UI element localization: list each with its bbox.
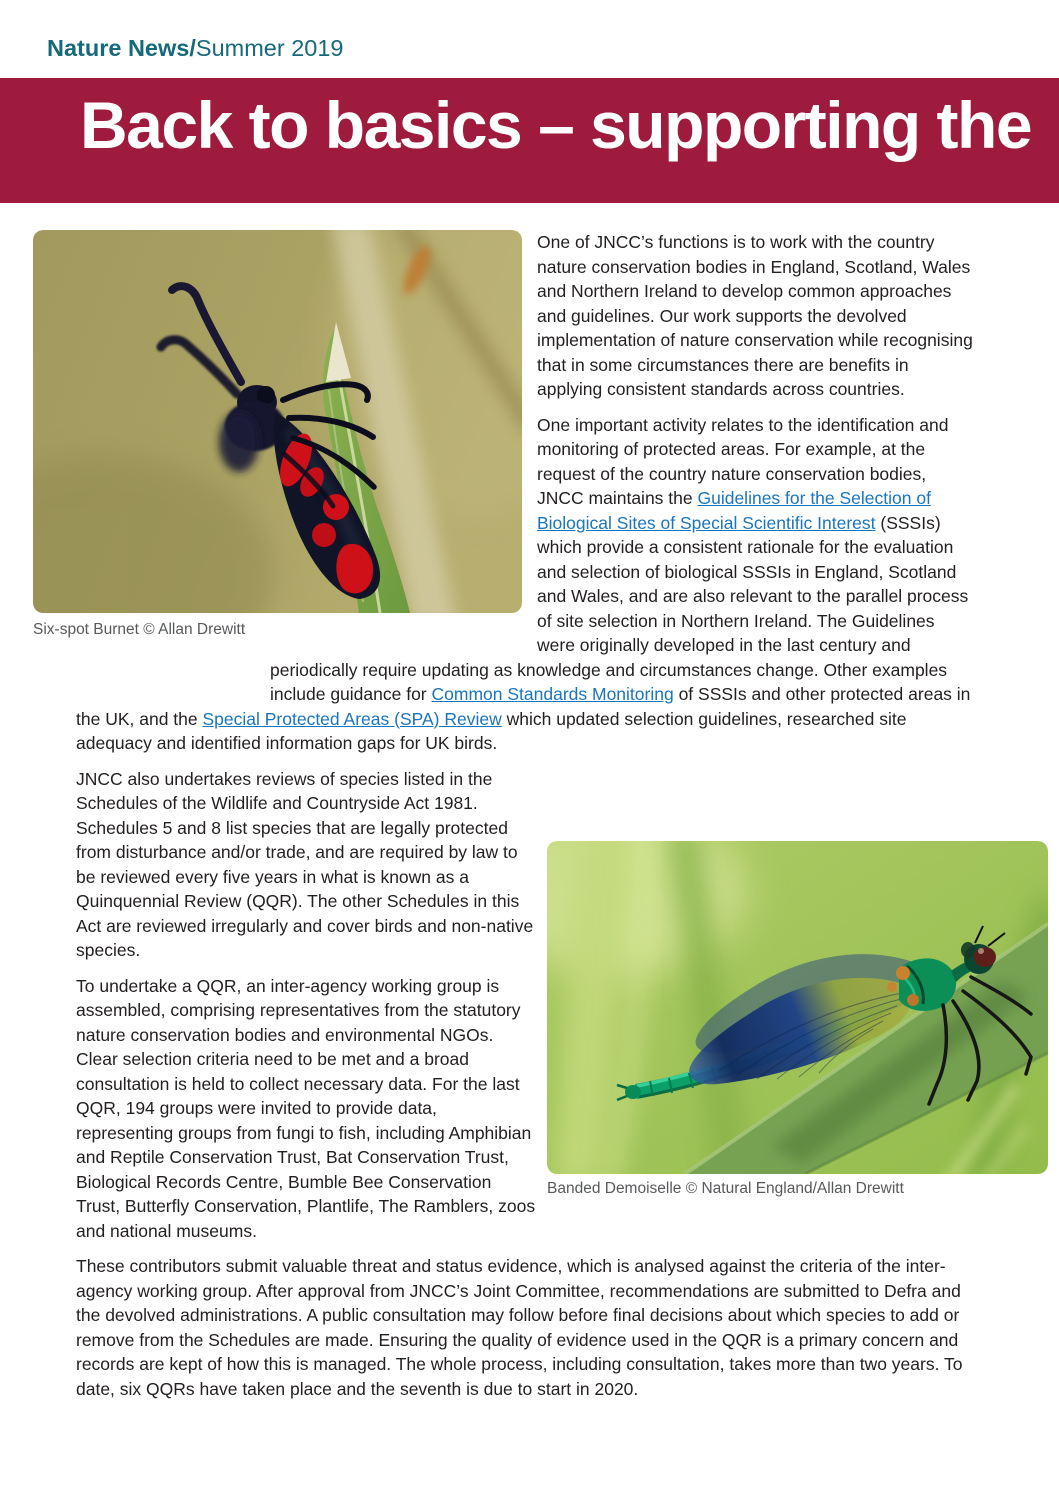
link-common-standards-monitoring[interactable]: Common Standards Monitoring bbox=[431, 684, 674, 704]
link-spa-review[interactable]: Special Protected Areas (SPA) Review bbox=[202, 708, 502, 729]
six-spot-burnet-photo bbox=[33, 230, 522, 613]
paragraph-1-text: One of JNCC’s functions is to work with the country nature conservation bodies in England, Scotland, Wales and Northern Ireland to develop common approaches and guidelines. Our work supports the devolved implementation of nature conservation while recognising that in some circumstances there are benefits in applying consistent standards across countries. bbox=[537, 232, 973, 399]
masthead bbox=[0, 0, 1059, 78]
article bbox=[0, 203, 1059, 1401]
paragraph-5-text: These contributors submit valuable threat and status evidence, which is analysed against the criteria of the inter-agency working group. After approval from JNCC’s Joint Committee, recommendations are submitted to Defra and the devolved administrations. A public consultation may follow before final decisions about which species to add or remove from the Schedules are made. Ensuring the quality of evidence used in the QQR is a primary concern and records are kept of how this is managed. The whole process, including consultation, takes more than two years. To date, six QQRs have taken place and the seventh is due to start in 2020. bbox=[76, 1256, 963, 1399]
figure-banded-demoiselle bbox=[547, 841, 1048, 1198]
paragraph-2-text-d: which updated selection guidelines, researched site adequacy and identified information gaps for UK birds. bbox=[76, 708, 907, 753]
six-spot-burnet-caption: Six-spot Burnet © Allan Drewitt bbox=[33, 621, 246, 638]
paragraph-5 bbox=[76, 1254, 976, 1401]
page-title: Back to basics – supporting the bbox=[80, 88, 1032, 162]
masthead-issue: Summer 2019 bbox=[195, 35, 344, 61]
banded-demoiselle-caption: Banded Demoiselle © Natural England/Allan Drewitt bbox=[547, 1179, 904, 1197]
paragraph-4-text: To undertake a QQR, an inter-agency working group is assembled, comprising representatives from the statutory nature conservation bodies and environmental NGOs. Clear selection criteria need to be met and a broad consultation is held to collect necessary data. For the last QQR, 194 groups were invited to provide data, representing groups from fungi to fish, including Amphibian and Reptile Conservation Trust, Bat Conservation Trust, Biological Records Centre, Bumble Bee Conservation Trust, Butterfly Conservation, Plantlife, The Ramblers, zoos and national museums. bbox=[76, 975, 536, 1241]
paragraph-3-text: JNCC also undertakes reviews of species listed in the Schedules of the Wildlife and Countryside Act 1981. Schedules 5 and 8 list species that are legally protected from disturbance and/or trade, and are required by law to be reviewed every five years in what is known as a Quinquennial Review (QQR). The other Schedules in this Act are reviewed irregularly and cover birds and non-native species. bbox=[76, 768, 534, 960]
masthead-brand: Nature News/ bbox=[47, 35, 196, 61]
paragraph-2-text-b: (SSSIs) which provide a consistent rationale for the evaluation and selection of biological SSSIs in England, Scotland and Wales, and are also relevant to the parallel process of site selection in Northern Ireland. The Guidelines were originally developed in the last century and periodically require updating as knowledge and circumstances change. Other examples include guidance for bbox=[270, 512, 969, 704]
banded-demoiselle-photo bbox=[547, 841, 1048, 1174]
figure-six-spot-burnet bbox=[33, 230, 522, 638]
link-sssi-selection-guidelines[interactable]: Guidelines for the Selection of Biological Sites of Special Scientific Interest bbox=[537, 488, 931, 533]
paragraph-2-text-c: of SSSIs and other protected areas in the UK, and the bbox=[76, 684, 971, 729]
paragraph-2-text-a: One important activity relates to the identification and monitoring of protected areas. For example, at the request of the country nature conservation bodies, JNCC maintains the bbox=[537, 414, 949, 508]
headline-banner bbox=[0, 78, 1059, 203]
caption-wrap-spacer bbox=[33, 643, 270, 693]
